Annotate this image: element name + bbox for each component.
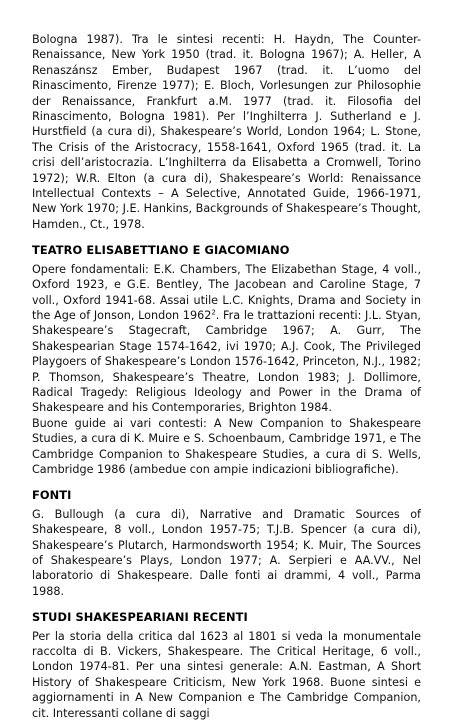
footnote-superscript: 2 xyxy=(211,308,216,317)
teatro-text-part1: Opere fondamentali: E.K. Chambers, The Elizabethan Stage, 4 voll., Oxford 1923, e G.E. Bentley, The Jacobean and Caroline Stage, 7 voll., Oxford 1941-68. Assai utile L.C. Knights, Drama and Society in the Age of Jonson, London 1962 xyxy=(32,262,421,322)
teatro-paragraph-guides: Buone guide ai vari contesti: A New Companion to Shakespeare Studies, a cura di K. Muire e S. Schoenbaum, Cambridge 1971, e The Cambridge Companion to Shakespeare Studies, a cura di S. Wells, Cambridge 1986 (ambedue con ampie indicazioni bibliografiche). xyxy=(32,416,421,476)
fonti-paragraph: G. Bullough (a cura di), Narrative and Dramatic Sources of Shakespeare, 8 voll., London 1957-75; T.J.B. Spencer (a cura di), Shakespeare’s Plutarch, Harmondsworth 1954; K. Muir, The Sources of Shakespeare’s Plays, London 1977; A. Serpieri e AA.VV., Nel laboratorio di Shakespeare. Dalle fonti ai drammi, 4 voll., Parma 1988. xyxy=(32,507,421,598)
section-heading-fonti: FONTI xyxy=(32,488,72,503)
section-heading-studi: STUDI SHAKESPEARIANI RECENTI xyxy=(32,610,248,625)
teatro-paragraph xyxy=(32,262,421,416)
studi-paragraph: Per la storia della critica dal 1623 al 1801 si veda la monumentale raccolta di B. Vickers, Shakespeare. The Critical Heritage, 6 voll., London 1974-81. Per una sintesi generale: A.N. Eastman, A Short History of Shakespeare Criticism, New York 1968. Buone sintesi e aggiornamenti in A New Companion e The Cambridge Companion, cit. Interessanti collane di saggi xyxy=(32,629,421,720)
intro-paragraph: Bologna 1987). Tra le sintesi recenti: H. Haydn, The Counter-Renaissance, New York 1950 (trad. it. Bologna 1967); A. Heller, A Renaszánsz Ember, Budapest 1967 (trad. it. L’uomo del Rinascimento, Firenze 1977); E. Bloch, Vorlesungen zur Philosophie der Renaissance, Frankfurt a.M. 1977 (trad. it. Filosofia del Rinascimento, Bologna 1981). Per l’Inghilterra J. Sutherland e J. Hurstfield (a cura di), Shakespeare’s World, London 1964; L. Stone, The Crisis of the Aristocracy, 1558-1641, Oxford 1965 (trad. it. La crisi dell’aristocrazia. L’Inghilterra da Elisabetta a Cromwell, Torino 1972); W.R. Elton (a cura di), Shakespeare’s World: Renaissance Intellectual Contexts – A Selective, Annotated Guide, 1966-1971, New York 1970; J.E. Hankins, Backgrounds of Shakespeare’s Thought, Hamden., Ct., 1978. xyxy=(32,33,421,231)
section-heading-teatro: TEATRO ELISABETTIANO E GIACOMIANO xyxy=(32,243,290,258)
document-page xyxy=(32,32,421,721)
teatro-text-part2: . Fra le trattazioni recenti: J.L. Styan, Shakespeare’s Stagecraft, Cambridge 1967; A. Gurr, The Shakespearian Stage 1574-1642, ivi 1970; A.J. Cook, The Privileged Playgoers of Shakespeare’s London 1576-1642, Princeton, N.J., 1982; P. Thomson, Shakespeare’s Theatre, London 1983; J. Dollimore, Radical Tragedy: Religious Ideology and Power in the Drama of Shakespeare and his Contemporaries, Brighton 1984. xyxy=(32,308,421,415)
